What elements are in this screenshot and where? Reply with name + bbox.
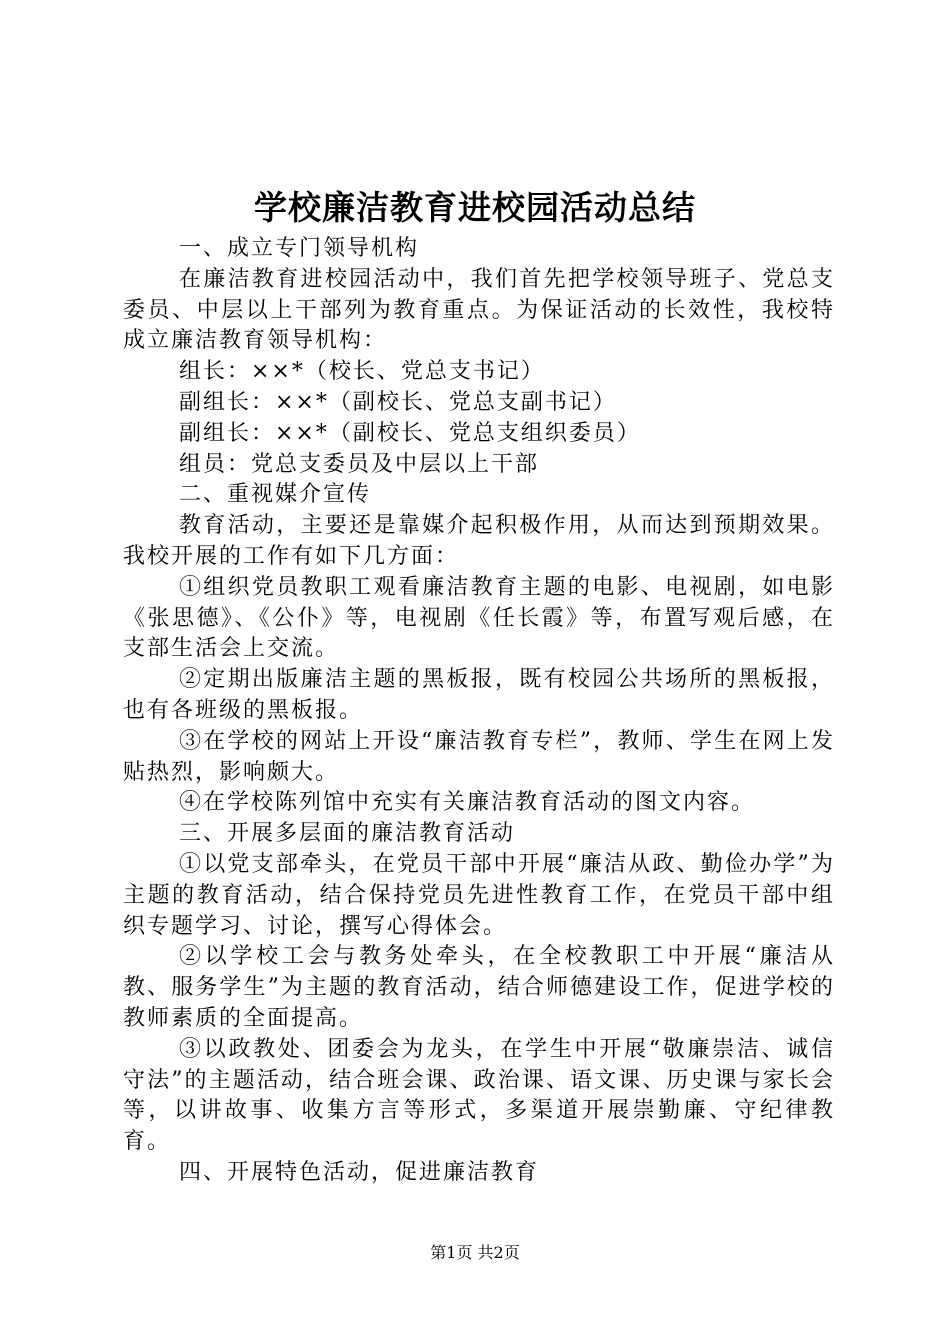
list-item: ②定期出版廉洁主题的黑板报，既有校园公共场所的黑板报，也有各班级的黑板报。 — [123, 667, 835, 723]
paragraph: 教育活动，主要还是靠媒介起积极作用，从而达到预期效果。我校开展的工作有如下几方面： — [123, 513, 835, 569]
section-heading-2: 二、重视媒介宣传 — [179, 482, 372, 508]
section-heading-4: 四、开展特色活动，促进廉洁教育 — [179, 1159, 540, 1185]
section-heading-3: 三、开展多层面的廉洁教育活动 — [179, 821, 516, 847]
list-item: ③在学校的网站上开设“廉洁教育专栏”，教师、学生在网上发贴热烈，影响颇大。 — [123, 728, 835, 785]
document-body — [123, 234, 835, 1189]
page-number-footer: 第1页 共2页 — [430, 1243, 520, 1262]
list-item: 组长：××*（校长、党总支书记） — [179, 359, 545, 385]
list-item: ①以党支部牵头，在党员干部中开展“廉洁从政、勤俭办学”为主题的教育活动，结合保持党员先进性教育工作，在党员干部中组织专题学习、讨论，撰写心得体会。 — [123, 851, 835, 939]
list-item: 副组长：××*（副校长、党总支组织委员） — [179, 420, 641, 446]
list-item: ④在学校陈列馆中充实有关廉洁教育活动的图文内容。 — [179, 790, 756, 816]
paragraph: 在廉洁教育进校园活动中，我们首先把学校领导班子、党总支委员、中层以上干部列为教育重点。为保证活动的长效性，我校特成立廉洁教育领导机构： — [123, 266, 835, 354]
section-heading-1: 一、成立专门领导机构 — [179, 236, 420, 261]
list-item: ③以政教处、团委会为龙头，在学生中开展“敬廉崇洁、诚信守法”的主题活动，结合班会课、政治课、语文课、历史课与家长会等，以讲故事、收集方言等形式，多渠道开展崇勤廉、守纪律教育。 — [123, 1036, 835, 1155]
list-item: 副组长：××*（副校长、党总支副书记） — [179, 389, 617, 415]
list-item: ②以学校工会与教务处牵头，在全校教职工中开展“廉洁从教、服务学生”为主题的教育活动，结合师德建设工作，促进学校的教师素质的全面提高。 — [123, 944, 835, 1031]
document-title: 学校廉洁教育进校园活动总结 — [254, 188, 696, 227]
list-item: ①组织党员教职工观看廉洁教育主题的电影、电视剧，如电影《张思德》、《公仆》等，电视剧《任长霞》等，布置写观后感，在支部生活会上交流。 — [123, 574, 835, 662]
list-item: 组员：党总支委员及中层以上干部 — [179, 451, 540, 477]
